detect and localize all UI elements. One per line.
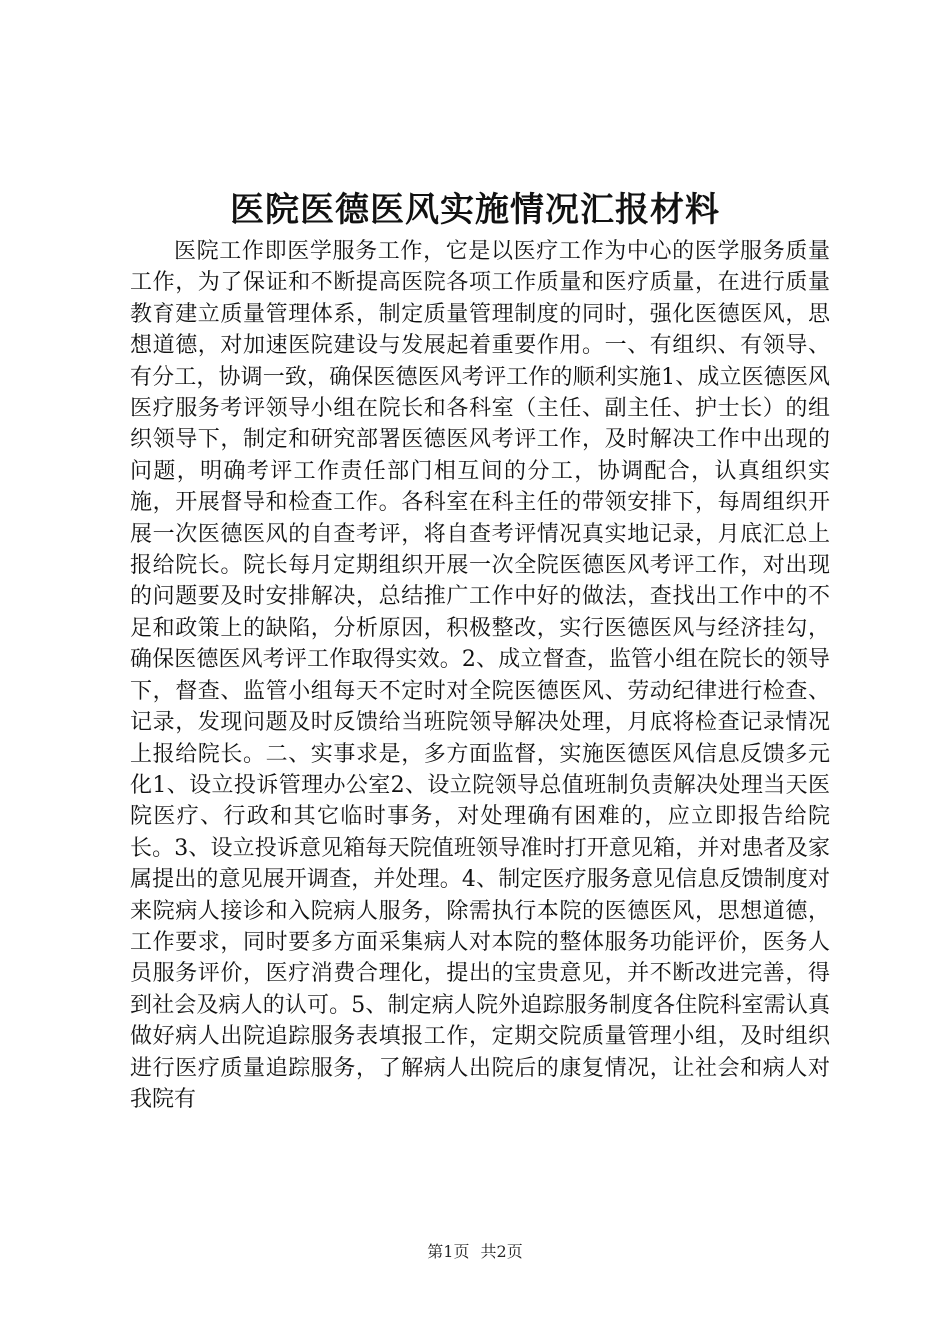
page-number: 第1页 bbox=[427, 1242, 470, 1261]
document-title: 医院医德医风实施情况汇报材料 bbox=[230, 190, 720, 230]
document-body-paragraph: 医院工作即医学服务工作，它是以医疗工作为中心的医学服务质量工作，为了保证和不断提高医院各项工作质量和医疗质量，在进行质量教育建立质量管理体系，制定质量管理制度的同时，强化医德医风，思想道德，对加速医院建设与发展起着重要作用。一、有组织、有领导、有分工，协调一致，确保医德医风考评工作的顺利实施1、成立医德医风医疗服务考评领导小组在院长和各科室（主任、副主任、护士长）的组织领导下，制定和研究部署医德医风考评工作，及时解决工作中出现的问题，明确考评工作责任部门相互间的分工，协调配合，认真组织实施，开展督导和检查工作。各科室在科主任的带领安排下，每周组织开展一次医德医风的自查考评，将自查考评情况真实地记录，月底汇总上报给院长。院长每月定期组织开展一次全院医德医风考评工作，对出现的问题要及时安排解决，总结推广工作中好的做法，查找出工作中的不足和政策上的缺陷，分析原因，积极整改，实行医德医风与经济挂勾，确保医德医风考评工作取得实效。2、成立督查，监管小组在院长的领导下，督查、监管小组每天不定时对全院医德医风、劳动纪律进行检查、记录，发现问题及时反馈给当班院领导解决处理，月底将检查记录情况上报给院长。二、实事求是，多方面监督，实施医德医风信息反馈多元化1、设立投诉管理办公室2、设立院领导总值班制负责解决处理当天医院医疗、行政和其它临时事务，对处理确有困难的，应立即报告给院长。3、设立投诉意见箱每天院值班领导准时打开意见箱，并对患者及家属提出的意见展开调查，并处理。4、制定医疗服务意见信息反馈制度对来院病人接诊和入院病人服务，除需执行本院的医德医风，思想道德，工作要求，同时要多方面采集病人对本院的整体服务功能评价，医务人员服务评价，医疗消费合理化，提出的宝贵意见，并不断改进完善，得到社会及病人的认可。5、制定病人院外追踪服务制度各住院科室需认真做好病人出院追踪服务表填报工作，定期交院质量管理小组，及时组织进行医疗质量追踪服务，了解病人出院后的康复情况，让社会和病人对我院有 bbox=[130, 239, 830, 1112]
page-footer bbox=[0, 1240, 950, 1264]
page-total: 共2页 bbox=[480, 1242, 523, 1261]
